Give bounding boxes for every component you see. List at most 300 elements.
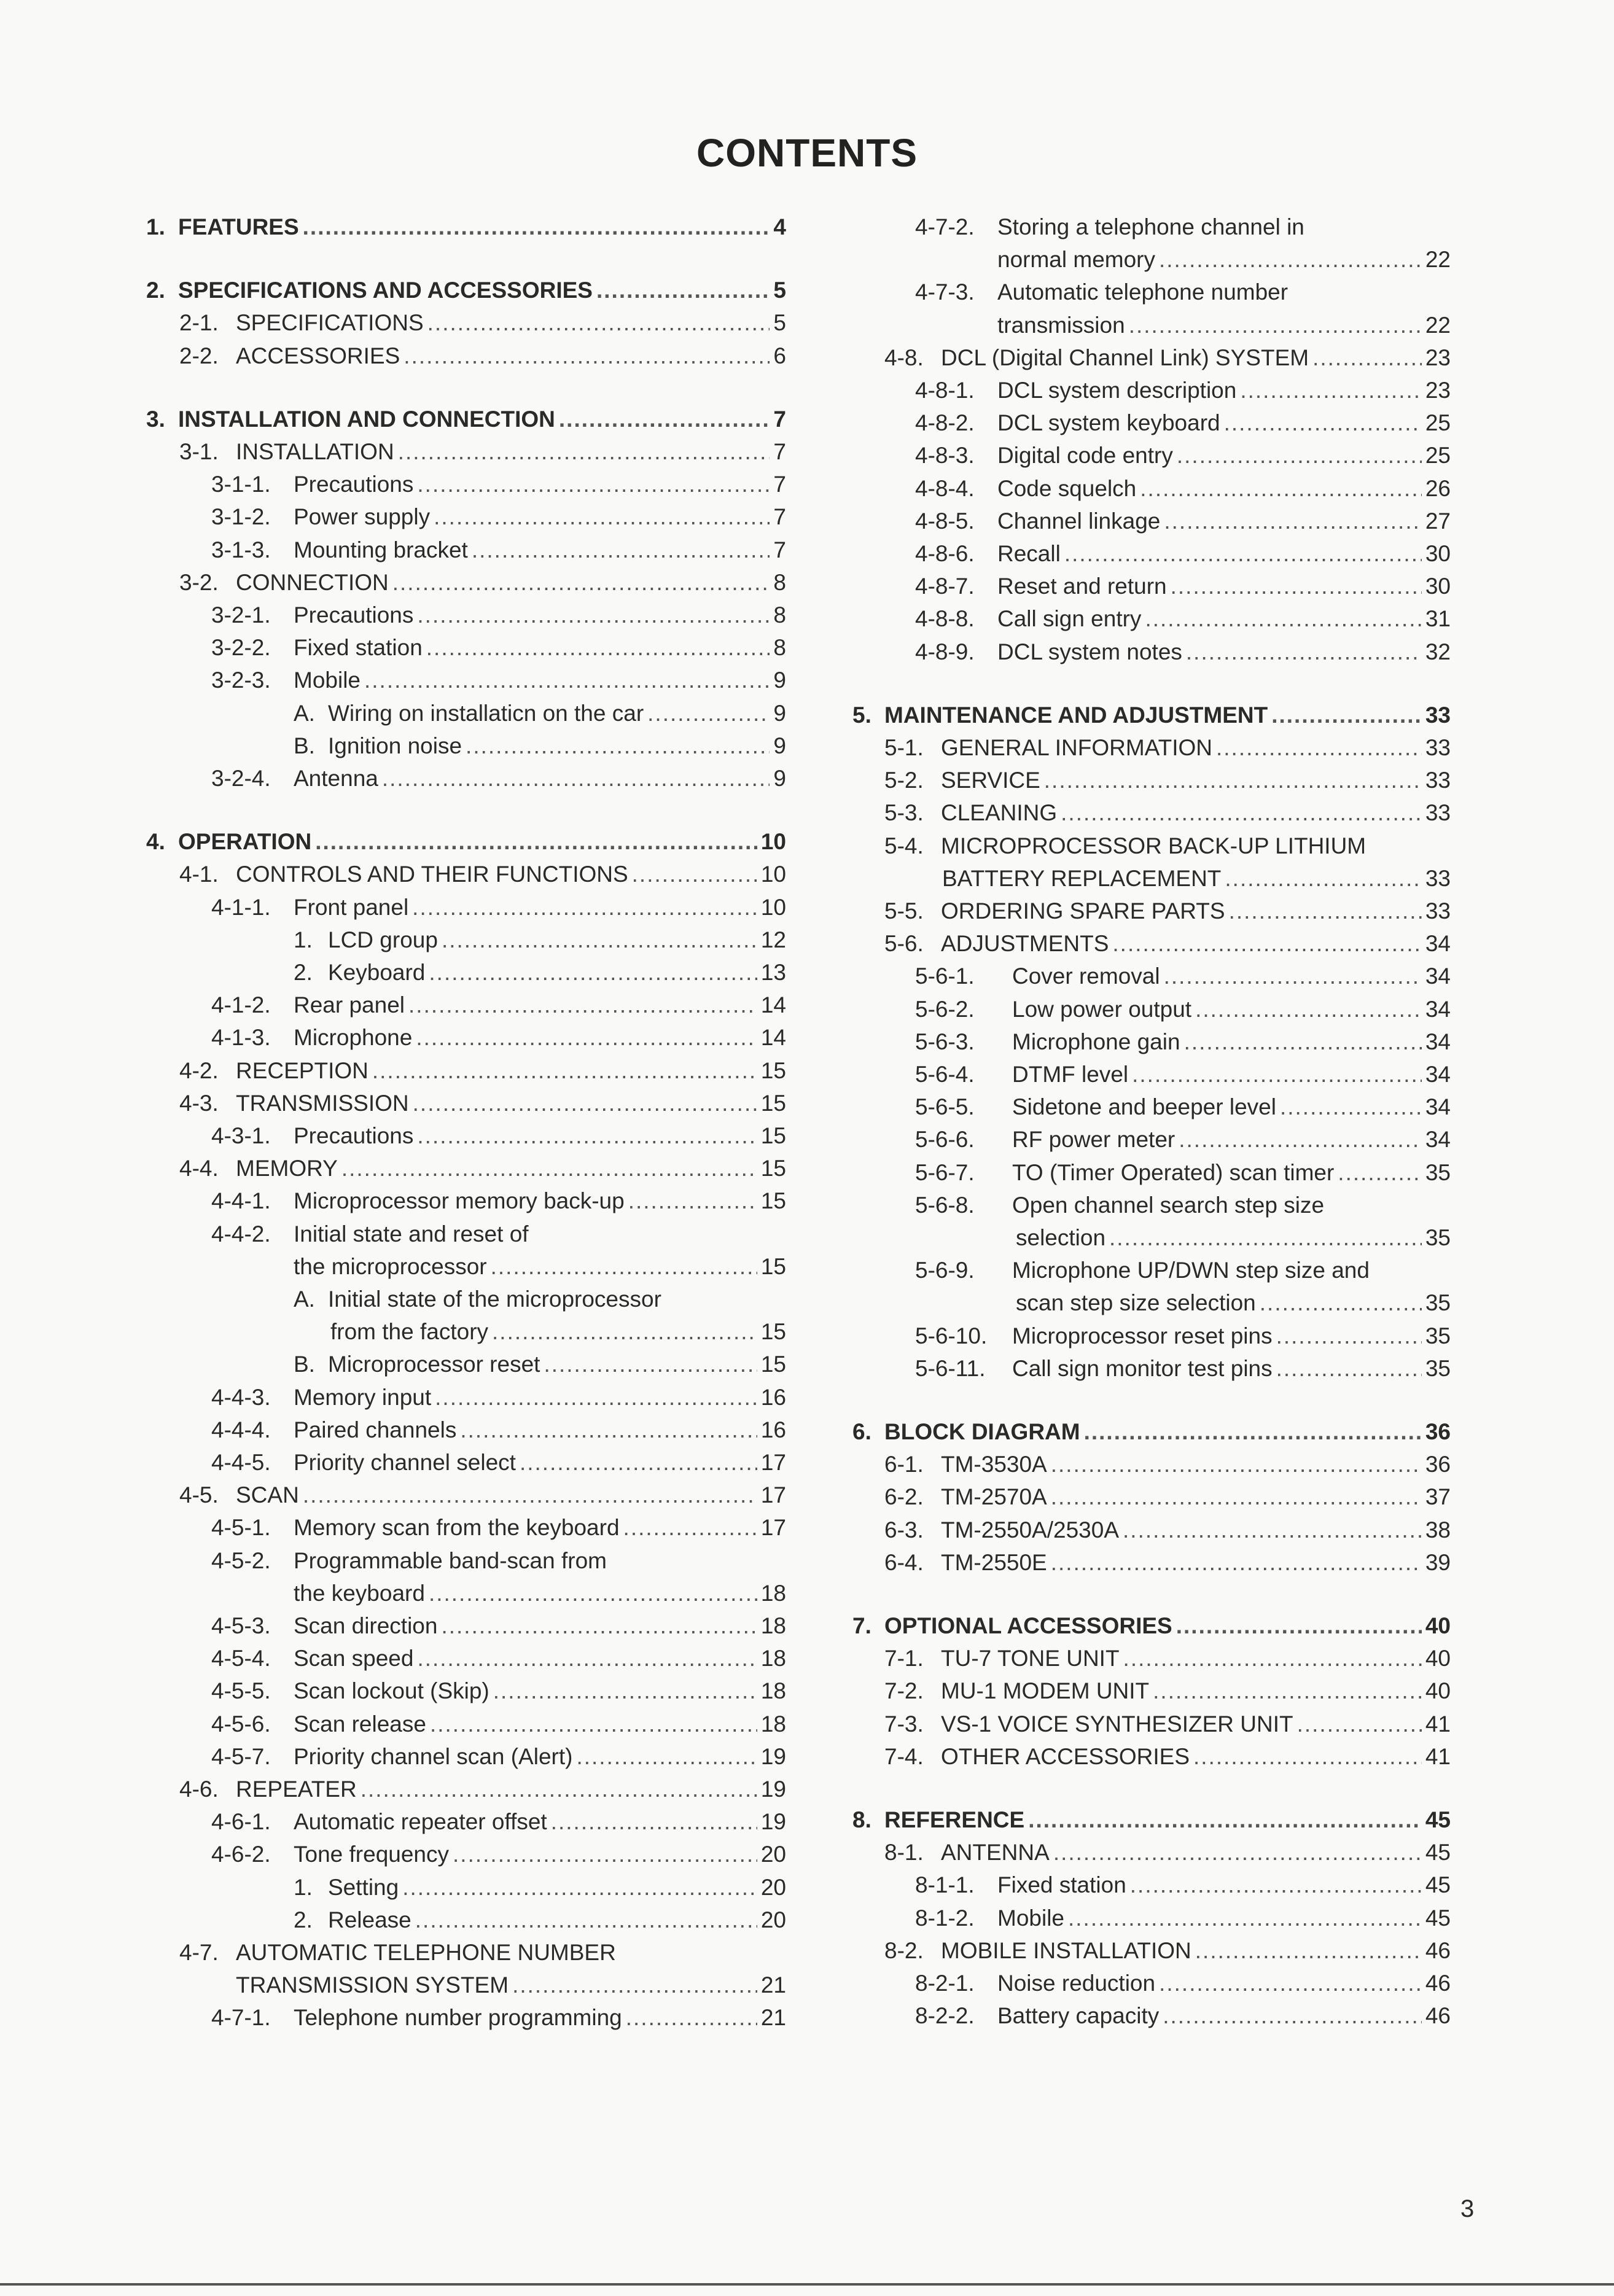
toc-entry-title: Sidetone and beeper level <box>1012 1094 1276 1120</box>
toc-entry-page: 45 <box>1425 1872 1451 1898</box>
toc-entry-title: Storing a telephone channel in <box>997 214 1304 239</box>
toc-entry-title: Fixed station <box>997 1872 1126 1898</box>
toc-entry-number: 5-6-5. <box>915 1094 975 1120</box>
dot-leader <box>402 1873 757 1902</box>
toc-entry-number: 4-8. <box>884 344 924 370</box>
toc-entry <box>294 1350 786 1379</box>
dot-leader <box>303 212 770 242</box>
toc-entry-title: Low power output <box>1012 996 1192 1022</box>
toc-entry-number: 4-1-1. <box>211 894 271 920</box>
toc-entry <box>211 1383 786 1412</box>
toc-entry-number: 4-8-9. <box>915 639 975 664</box>
toc-entry-number: 4-8-6. <box>915 541 975 566</box>
toc-entry <box>211 1220 786 1249</box>
dot-leader <box>416 1023 757 1053</box>
toc-entry-title: Call sign entry <box>997 606 1142 632</box>
toc-entry-page: 34 <box>1425 931 1451 957</box>
dot-leader <box>1179 1125 1422 1154</box>
toc-entry <box>211 1644 786 1673</box>
toc-entry <box>997 311 1451 340</box>
toc-entry <box>294 1252 786 1282</box>
toc-entry-page: 6 <box>773 343 786 368</box>
dot-leader <box>1195 1936 1422 1966</box>
dot-leader <box>1276 1354 1422 1383</box>
toc-entry-title: Programmable band-scan from <box>294 1547 607 1573</box>
toc-entry-title: TRANSMISSION SYSTEM <box>236 1972 509 1998</box>
toc-entry <box>884 897 1451 926</box>
dot-leader <box>1186 637 1422 667</box>
toc-entry-page: 20 <box>760 1842 786 1867</box>
toc-entry-page: 45 <box>1425 1840 1451 1866</box>
dot-leader <box>408 990 757 1020</box>
toc-entry <box>294 1579 786 1608</box>
dot-leader <box>460 1415 757 1445</box>
dot-leader <box>1123 1516 1422 1545</box>
toc-entry <box>884 1482 1451 1512</box>
toc-entry-title: MAINTENANCE AND ADJUSTMENT <box>884 702 1268 728</box>
dot-leader <box>426 633 770 663</box>
toc-entry-number: 4-5-6. <box>211 1711 271 1737</box>
toc-entry-title: CONTROLS AND THEIR FUNCTIONS <box>236 862 628 887</box>
toc-entry <box>211 764 786 793</box>
toc-entry <box>211 666 786 695</box>
page-title: CONTENTS <box>696 131 918 175</box>
toc-entry <box>211 502 786 532</box>
toc-entry-title: Open channel search step size <box>1012 1192 1325 1218</box>
toc-entry <box>146 405 786 434</box>
dot-leader <box>472 535 770 565</box>
toc-entry-title: normal memory <box>997 247 1155 273</box>
dot-leader <box>1177 441 1422 470</box>
toc-entry-number: 4-4-3. <box>211 1384 271 1410</box>
toc-entry <box>146 212 786 242</box>
dot-leader <box>315 827 757 857</box>
toc-entry-title: SPECIFICATIONS AND ACCESSORIES <box>178 278 593 303</box>
toc-entry-page: 15 <box>760 1352 786 1377</box>
toc-entry-page: 23 <box>1425 378 1451 403</box>
toc-entry <box>211 535 786 565</box>
toc-entry-page: 18 <box>760 1613 786 1638</box>
dot-leader <box>1216 733 1422 763</box>
toc-entry-page: 36 <box>1425 1419 1451 1444</box>
toc-entry-title: Power supply <box>294 504 431 530</box>
toc-entry-title: ORDERING SPARE PARTS <box>941 898 1225 924</box>
toc-entry-page: 33 <box>1425 768 1451 793</box>
toc-entry-number: 4-5-3. <box>211 1613 271 1638</box>
dot-leader <box>1068 1904 1422 1933</box>
toc-entry-number: 4-6-2. <box>211 1842 271 1867</box>
toc-entry-title: TM-3530A <box>941 1452 1047 1477</box>
toc-entry-title: Antenna <box>294 766 378 791</box>
toc-entry <box>852 1417 1451 1447</box>
toc-entry-page: 35 <box>1425 1323 1451 1348</box>
dot-leader <box>1159 1969 1422 1998</box>
toc-entry <box>884 1710 1451 1739</box>
dot-leader <box>1164 507 1421 536</box>
toc-entry-page: 31 <box>1425 606 1451 632</box>
toc-entry-title: SCAN <box>236 1482 299 1508</box>
toc-entry-page: 34 <box>1425 996 1451 1022</box>
toc-entry-title: DCL system notes <box>997 639 1182 664</box>
toc-entry-number: 3-1-2. <box>211 504 271 530</box>
toc-entry-page: 41 <box>1425 1743 1451 1769</box>
toc-entry-page: 10 <box>760 862 786 887</box>
toc-entry-number: 4-1-3. <box>211 1025 271 1051</box>
toc-entry-title: TM-2570A <box>941 1484 1047 1510</box>
toc-entry-number: 8-2-2. <box>915 2003 975 2029</box>
toc-entry-title: Scan speed <box>294 1646 414 1671</box>
toc-entry-title: Precautions <box>294 602 414 628</box>
toc-entry-number: 3-2-1. <box>211 602 271 628</box>
toc-entry <box>915 637 1451 667</box>
toc-entry-number: 2-2. <box>179 343 219 368</box>
toc-entry-number: 7. <box>852 1613 871 1638</box>
toc-entry-title: selection <box>1016 1225 1106 1250</box>
toc-entry-title: INSTALLATION AND CONNECTION <box>178 406 555 432</box>
toc-entry-number: 4-7-3. <box>915 279 975 305</box>
toc-entry-title: ANTENNA <box>941 1840 1050 1866</box>
dot-leader <box>1184 1027 1422 1057</box>
dot-leader <box>415 1905 757 1935</box>
dot-leader <box>441 1611 757 1641</box>
dot-leader <box>1171 572 1422 601</box>
toc-entry-number: A. <box>294 1286 315 1312</box>
toc-entry-title: Scan lockout (Skip) <box>294 1678 489 1704</box>
toc-entry <box>179 1481 786 1510</box>
toc-entry-page: 22 <box>1425 247 1451 273</box>
toc-entry <box>179 1938 786 1967</box>
toc-entry <box>179 341 786 371</box>
toc-entry-page: 30 <box>1425 541 1451 566</box>
toc-entry-page: 7 <box>773 537 786 562</box>
toc-entry <box>915 441 1451 470</box>
toc-entry-title: Battery capacity <box>997 2003 1160 2029</box>
toc-entry-title: OPTIONAL ACCESSORIES <box>884 1613 1172 1638</box>
dot-leader <box>1140 474 1422 504</box>
dot-leader <box>1112 929 1421 959</box>
toc-entry-number: 4-8-8. <box>915 606 975 632</box>
toc-entry-page: 37 <box>1425 1484 1451 1510</box>
toc-entry <box>852 1805 1451 1835</box>
toc-entry <box>915 507 1451 536</box>
toc-entry-title: SPECIFICATIONS <box>236 310 424 336</box>
toc-entry-page: 8 <box>773 569 786 595</box>
toc-entry-number: 5-3. <box>884 800 924 826</box>
toc-entry-title: REPEATER <box>236 1776 357 1802</box>
toc-entry <box>884 1644 1451 1673</box>
dot-leader <box>1176 1611 1422 1641</box>
toc-entry-number: 5-6-9. <box>915 1258 975 1283</box>
dot-leader <box>628 1186 757 1216</box>
dot-leader <box>623 1513 757 1543</box>
toc-entry-number: 6. <box>852 1419 871 1444</box>
toc-entry-number: 3-2-4. <box>211 766 271 791</box>
toc-entry <box>211 1676 786 1706</box>
toc-entry-number: 5-6. <box>884 931 924 957</box>
toc-entry <box>294 925 786 955</box>
toc-entry-title: DCL system description <box>997 378 1237 403</box>
toc-entry <box>884 831 1451 861</box>
toc-entry-number: 4. <box>146 829 165 855</box>
toc-entry <box>942 864 1451 893</box>
toc-entry <box>915 604 1451 634</box>
toc-entry-page: 35 <box>1425 1159 1451 1185</box>
toc-entry-number: 6-4. <box>884 1549 924 1575</box>
dot-leader <box>435 1383 757 1412</box>
dot-leader <box>512 1971 757 2000</box>
toc-entry <box>915 1191 1451 1220</box>
toc-entry-number: 8-2. <box>884 1937 924 1963</box>
dot-leader <box>1164 962 1422 991</box>
toc-entry-title: Automatic telephone number <box>997 279 1288 305</box>
toc-entry-title: Precautions <box>294 1123 414 1148</box>
toc-entry-number: 8-1. <box>884 1840 924 1866</box>
dot-leader <box>404 341 770 371</box>
toc-entry-page: 46 <box>1425 1971 1451 1996</box>
toc-entry <box>236 1971 786 2000</box>
toc-entry-title: Cover removal <box>1012 963 1160 989</box>
toc-entry-page: 34 <box>1425 963 1451 989</box>
toc-entry-title: CLEANING <box>941 800 1058 826</box>
dot-leader <box>1276 1321 1422 1351</box>
toc-entry-page: 33 <box>1425 800 1451 826</box>
toc-entry-number: 5-6-4. <box>915 1062 975 1087</box>
toc-entry <box>915 474 1451 504</box>
toc-entry-number: 4-6-1. <box>211 1809 271 1835</box>
toc-entry-title: MOBILE INSTALLATION <box>941 1937 1191 1963</box>
toc-entry-page: 18 <box>760 1646 786 1671</box>
toc-entry-title: the keyboard <box>294 1580 425 1606</box>
toc-entry-title: Mobile <box>294 667 361 693</box>
toc-entry-title: the microprocessor <box>294 1253 487 1279</box>
dot-leader <box>520 1448 757 1477</box>
toc-entry-number: 4-8-1. <box>915 378 975 403</box>
toc-entry-number: 4-5-1. <box>211 1515 271 1541</box>
toc-entry-number: 4-8-2. <box>915 410 975 436</box>
toc-entry-page: 9 <box>773 766 786 791</box>
dot-leader <box>1132 1060 1422 1089</box>
toc-entry-page: 17 <box>760 1515 786 1541</box>
toc-entry-number: 3-1. <box>179 439 219 464</box>
toc-entry-number: A. <box>294 700 315 726</box>
dot-leader <box>412 893 757 922</box>
toc-entry-title: BATTERY REPLACEMENT <box>942 865 1222 891</box>
toc-entry <box>179 308 786 338</box>
toc-entry-page: 15 <box>760 1188 786 1214</box>
dot-leader <box>1044 766 1422 795</box>
dot-leader <box>1084 1417 1422 1447</box>
toc-entry-number: 4-5-7. <box>211 1743 271 1769</box>
toc-entry <box>179 1089 786 1118</box>
toc-entry-title: Release <box>328 1907 411 1932</box>
toc-entry-title: Precautions <box>294 472 414 497</box>
toc-entry <box>884 1936 1451 1966</box>
toc-entry-title: Keyboard <box>328 960 426 985</box>
dot-leader <box>576 1742 757 1772</box>
toc-entry-page: 34 <box>1425 1029 1451 1054</box>
toc-entry <box>915 1256 1451 1285</box>
toc-entry-number: 5-6-10. <box>915 1323 988 1348</box>
toc-entry <box>915 1125 1451 1154</box>
toc-entry <box>179 860 786 889</box>
dot-leader <box>1145 604 1421 634</box>
toc-entry <box>884 1838 1451 1867</box>
toc-entry-title: Rear panel <box>294 992 405 1018</box>
toc-entry-title: CONNECTION <box>236 569 389 595</box>
dot-leader <box>1240 376 1422 405</box>
toc-entry-number: 4-7-1. <box>211 2005 271 2031</box>
toc-entry <box>211 1121 786 1151</box>
toc-entry-page: 9 <box>773 733 786 758</box>
toc-entry <box>915 1321 1451 1351</box>
dot-leader <box>1163 2001 1422 2031</box>
dot-leader <box>427 308 770 338</box>
toc-entry-number: 8-1-1. <box>915 1872 975 1898</box>
toc-entry <box>884 766 1451 795</box>
toc-entry-title: DCL system keyboard <box>997 410 1220 436</box>
toc-entry-page: 7 <box>773 504 786 530</box>
toc-entry-page: 26 <box>1425 475 1451 501</box>
toc-entry-page: 39 <box>1425 1549 1451 1575</box>
toc-entry-title: Priority channel select <box>294 1450 516 1475</box>
toc-entry-page: 40 <box>1425 1613 1451 1638</box>
dot-leader <box>442 925 757 955</box>
toc-entry <box>211 990 786 1020</box>
toc-entry-title: DCL (Digital Channel Link) SYSTEM <box>941 344 1309 370</box>
toc-entry-number: 5-6-2. <box>915 996 975 1022</box>
toc-entry-number: 3-2-3. <box>211 667 271 693</box>
toc-entry-page: 17 <box>760 1482 786 1508</box>
toc-entry-page: 9 <box>773 667 786 693</box>
toc-entry-page: 7 <box>773 439 786 464</box>
toc-entry-number: 4-5-2. <box>211 1547 271 1573</box>
toc-entry-number: 1. <box>146 214 165 239</box>
toc-entry-number: B. <box>294 1352 315 1377</box>
toc-entry-number: 5-5. <box>884 898 924 924</box>
toc-entry <box>211 1807 786 1837</box>
toc-entry-title: Paired channels <box>294 1417 457 1442</box>
toc-entry-page: 40 <box>1425 1678 1451 1704</box>
toc-entry-page: 4 <box>773 214 786 239</box>
toc-entry <box>915 212 1451 242</box>
toc-entry <box>211 2003 786 2033</box>
dot-leader <box>1051 1548 1422 1578</box>
toc-entry-title: DTMF level <box>1012 1062 1129 1087</box>
toc-entry <box>915 995 1451 1024</box>
toc-entry-title: TM-2550E <box>941 1549 1047 1575</box>
toc-entry-title: Microphone UP/DWN step size and <box>1012 1258 1370 1283</box>
dot-leader <box>492 1317 757 1347</box>
toc-entry-page: 15 <box>760 1253 786 1279</box>
toc-entry-page: 18 <box>760 1580 786 1606</box>
toc-entry-page: 5 <box>773 310 786 336</box>
toc-entry-number: 8-2-1. <box>915 1971 975 1996</box>
toc-entry-title: SERVICE <box>941 768 1040 793</box>
toc-entry <box>211 1448 786 1477</box>
toc-entry-number: 3. <box>146 406 165 432</box>
toc-entry <box>211 1415 786 1445</box>
toc-entry-title: Fixed station <box>294 635 423 661</box>
toc-entry-number: 4-6. <box>179 1776 219 1802</box>
toc-entry <box>915 2001 1451 2031</box>
toc-entry-title: ACCESSORIES <box>236 343 400 368</box>
dot-leader <box>1193 1742 1422 1772</box>
toc-entry-title: VS-1 VOICE SYNTHESIZER UNIT <box>941 1711 1293 1737</box>
dot-leader <box>429 958 757 987</box>
toc-entry-page: 34 <box>1425 1062 1451 1087</box>
dot-leader <box>647 699 770 728</box>
toc-entry-page: 19 <box>760 1809 786 1835</box>
toc-entry-page: 38 <box>1425 1517 1451 1543</box>
toc-entry <box>884 1742 1451 1772</box>
toc-entry <box>211 1513 786 1543</box>
toc-entry <box>211 893 786 922</box>
toc-entry-page: 45 <box>1425 1905 1451 1931</box>
toc-entry-number: 5-6-1. <box>915 963 975 989</box>
toc-entry-title: Digital code entry <box>997 443 1173 469</box>
toc-entry-page: 30 <box>1425 574 1451 599</box>
toc-entry-title: Code squelch <box>997 475 1137 501</box>
dot-leader <box>1297 1710 1422 1739</box>
toc-entry-page: 34 <box>1425 1094 1451 1120</box>
toc-entry <box>146 276 786 305</box>
toc-entry-page: 25 <box>1425 410 1451 436</box>
dot-leader <box>626 2003 757 2033</box>
toc-entry <box>915 1158 1451 1188</box>
toc-entry-page: 15 <box>760 1057 786 1083</box>
toc-entry-number: 5-4. <box>884 833 924 858</box>
toc-entry <box>211 1186 786 1216</box>
toc-entry-page: 23 <box>1425 344 1451 370</box>
dot-leader <box>1061 798 1422 828</box>
toc-entry-number: 5-6-7. <box>915 1159 975 1185</box>
toc-entry <box>294 958 786 987</box>
toc-entry <box>294 731 786 761</box>
toc-entry-title: INSTALLATION <box>236 439 394 464</box>
toc-entry-title: Initial state of the microprocessor <box>328 1286 661 1312</box>
toc-entry-title: Microprocessor reset pins <box>1012 1323 1273 1348</box>
toc-entry-title: TM-2550A/2530A <box>941 1517 1120 1543</box>
toc-entry-page: 19 <box>760 1776 786 1802</box>
toc-entry-title: Tone frequency <box>294 1842 450 1867</box>
toc-entry <box>146 827 786 857</box>
dot-leader <box>382 764 770 793</box>
toc-entry-title: FEATURES <box>178 214 299 239</box>
toc-entry-page: 33 <box>1425 898 1451 924</box>
toc-entry <box>915 376 1451 405</box>
toc-entry-number: 4-3-1. <box>211 1123 271 1148</box>
toc-entry-title: Telephone number programming <box>294 2005 622 2031</box>
toc-entry-title: OPERATION <box>178 829 312 855</box>
toc-entry-number: 7-1. <box>884 1646 924 1671</box>
dot-leader <box>1229 897 1422 926</box>
toc-entry-number: 5-2. <box>884 768 924 793</box>
dot-leader <box>364 666 770 695</box>
toc-entry <box>884 1548 1451 1578</box>
toc-entry <box>211 1023 786 1053</box>
toc-entry <box>294 1285 786 1314</box>
toc-entry-title: Reset and return <box>997 574 1167 599</box>
toc-entry-title: from the factory <box>330 1319 489 1345</box>
toc-entry-number: 5-6-11. <box>915 1355 986 1381</box>
dot-leader <box>417 1121 757 1151</box>
toc-entry <box>179 437 786 467</box>
toc-entry <box>884 798 1451 828</box>
toc-entry-title: GENERAL INFORMATION <box>941 735 1212 760</box>
dot-leader <box>1225 864 1421 893</box>
toc-entry-number: 5-6-8. <box>915 1192 975 1218</box>
dot-leader <box>491 1252 757 1282</box>
